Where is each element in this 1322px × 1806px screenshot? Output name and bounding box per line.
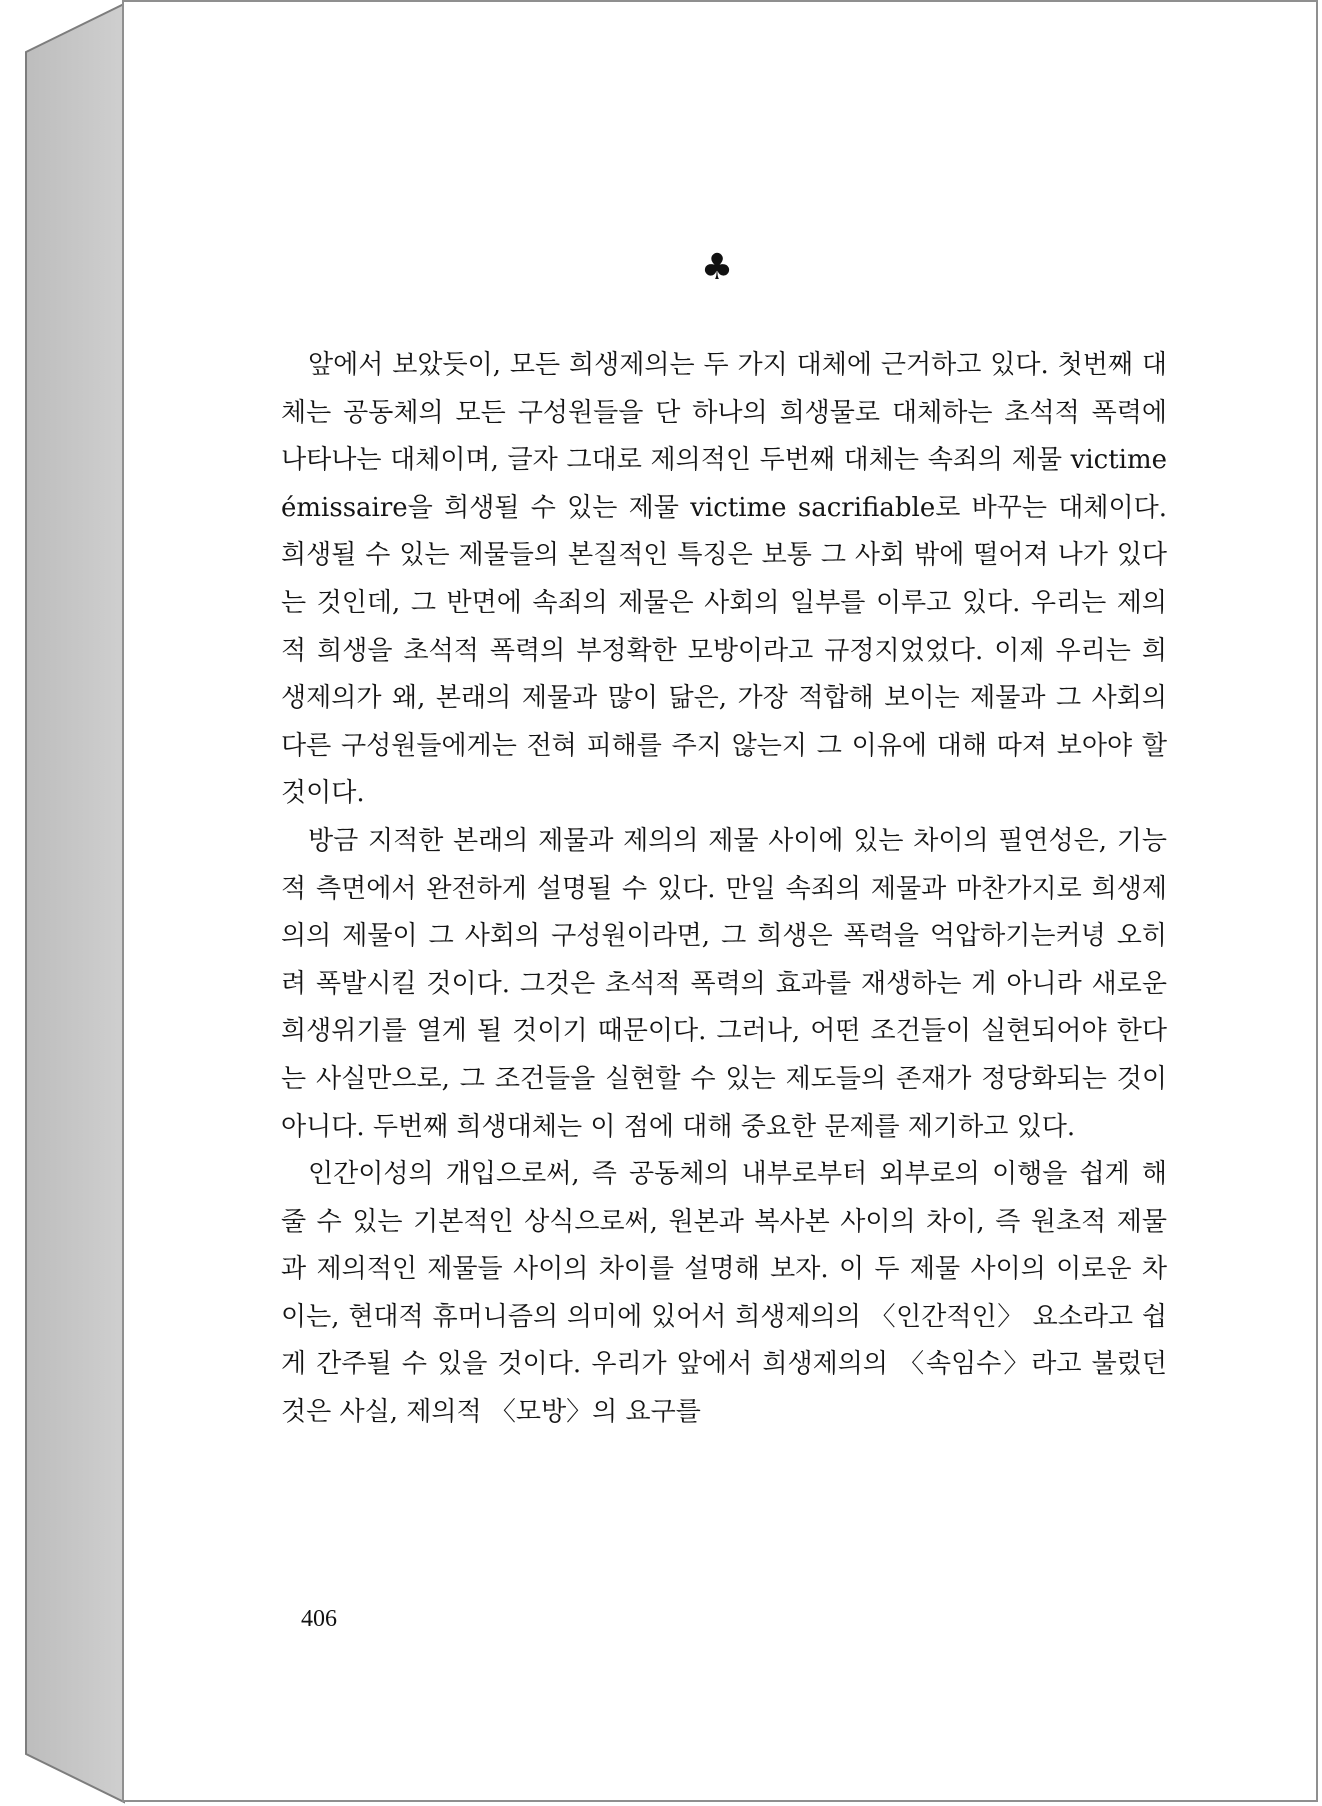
paragraph-2: 방금 지적한 본래의 제물과 제의의 제물 사이에 있는 차이의 필연성은, 기능적 측면에서 완전하게 설명될 수 있다. 만일 속죄의 제물과 마찬가지로 희생제의의 제물이 그 사회의 구성원이라면, 그 희생은 폭력을 억압하기는커녕 오히려 폭발시킬 것이다. 그것은 초석적 폭력의 효과를 재생하는 게 아니라 새로운 희생위기를 열게 될 것이기 때문이다. 그러나, 어떤 조건들이 실현되어야 한다는 사실만으로, 그 조건들을 실현할 수 있는 제도들의 존재가 정당화되는 것이 아니다. 두번째 희생대체는 이 점에 대해 중요한 문제를 제기하고 있다. [281, 825, 1167, 1142]
paragraph-1: 앞에서 보았듯이, 모든 희생제의는 두 가지 대체에 근거하고 있다. 첫번째 대체는 공동체의 모든 구성원들을 단 하나의 희생물로 대체하는 초석적 폭력에 나타나는 대체이며, 글자 그대로 제의적인 두번째 대체는 속죄의 제물 victime émissaire을 희생될 수 있는 제물 victime sacrifiable로 바꾸는 대체이다. 희생될 수 있는 제물들의 본질적인 특징은 보통 그 사회 밖에 떨어져 나가 있다는 것인데, 그 반면에 속죄의 제물은 사회의 일부를 이루고 있다. 우리는 제의적 희생을 초석적 폭력의 부정확한 모방이라고 규정지었었다. 이제 우리는 희생제의가 왜, 본래의 제물과 많이 닮은, 가장 적합해 보이는 제물과 그 사회의 다른 구성원들에게는 전혀 피해를 주지 않는지 그 이유에 대해 따져 보아야 할 것이다. [281, 350, 1167, 809]
page-number: 406 [301, 1606, 337, 1632]
paragraph-3: 인간이성의 개입으로써, 즉 공동체의 내부로부터 외부로의 이행을 쉽게 해 줄 수 있는 기본적인 상식으로써, 원본과 복사본 사이의 차이, 즉 원초적 제물과 제의적인 제물들 사이의 차이를 설명해 보자. 이 두 제물 사이의 이로운 차이는, 현대적 휴머니즘의 의미에 있어서 희생제의의 〈인간적인〉 요소라고 쉽게 간주될 수 있을 것이다. 우리가 앞에서 희생제의의 〈속임수〉라고 불렀던 것은 사실, 제의적 〈모방〉의 요구를 [281, 1159, 1167, 1428]
body-text [281, 342, 1167, 1437]
club-ornament: ♣ [700, 247, 734, 288]
